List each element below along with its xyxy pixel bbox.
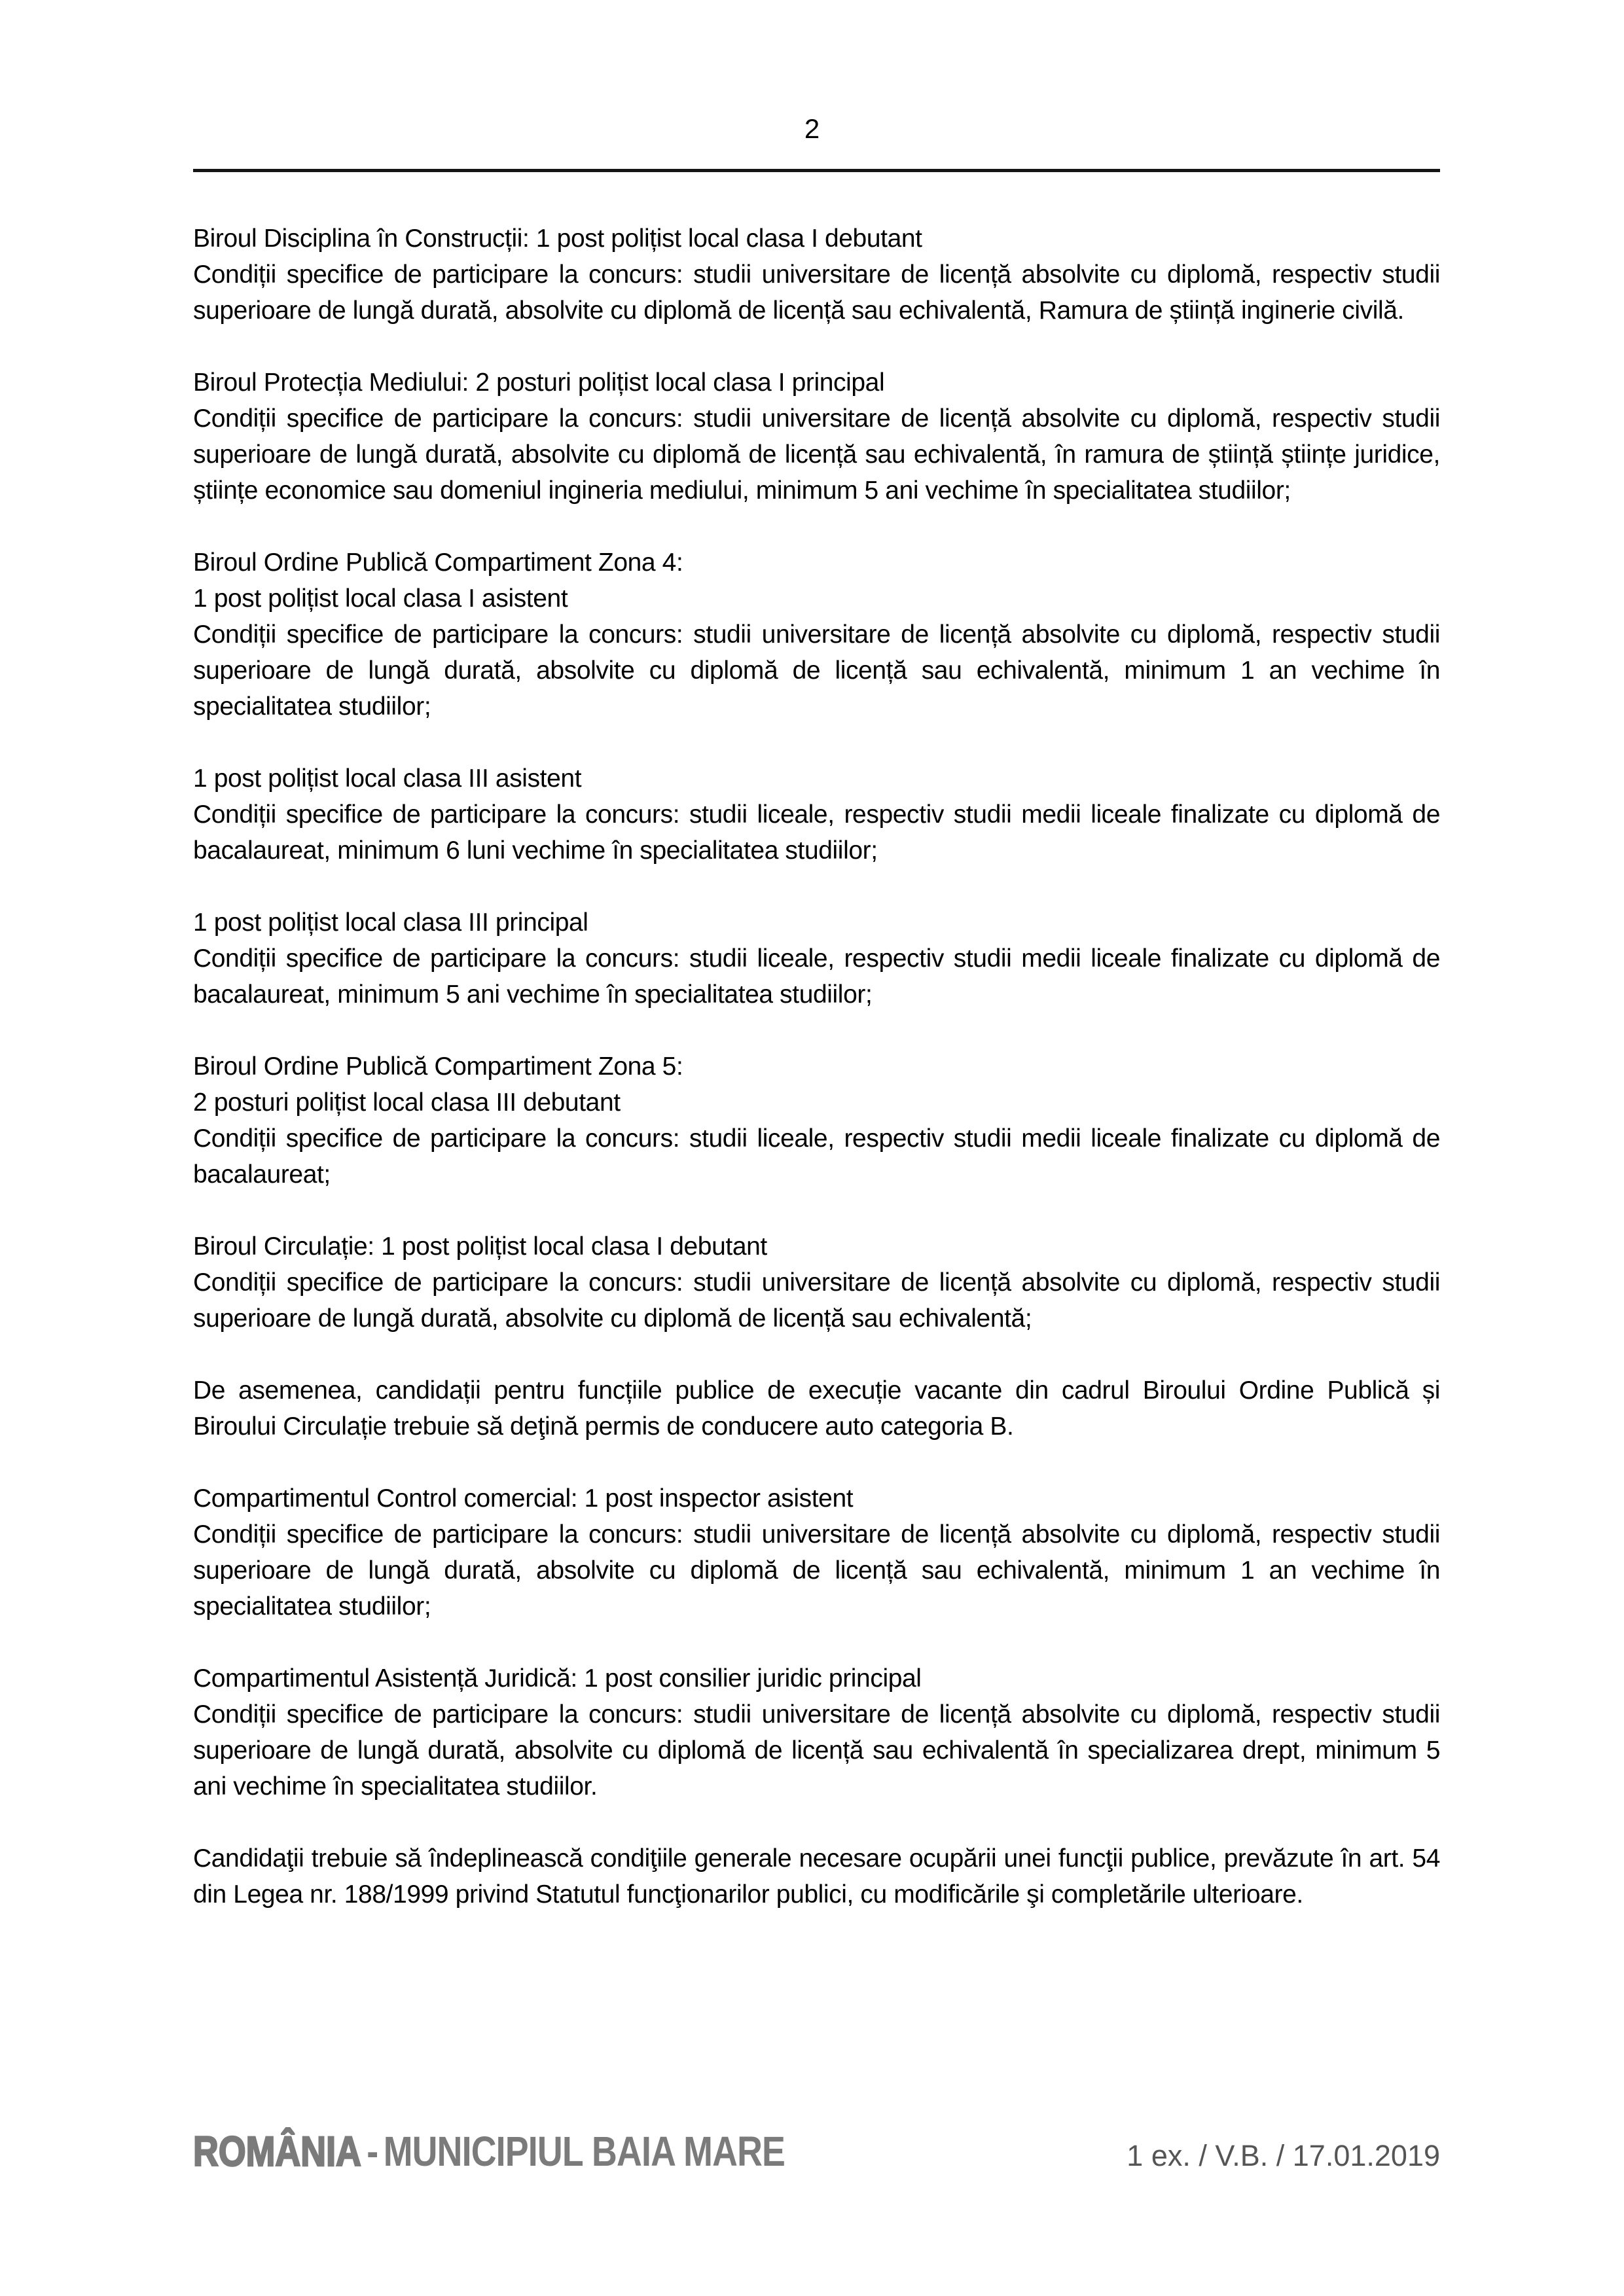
section-subheading: 2 posturi polițist local clasa III debutant bbox=[193, 1088, 621, 1117]
section-body: Condiții specifice de participare la concurs: studii liceale, respectiv studii medii liceale finalizate cu diplomă de bacalaureat, minimum 5 ani vechime în specialitatea studiilor; bbox=[193, 944, 1440, 1009]
footer-country: ROMÂNIA bbox=[193, 2128, 361, 2175]
document-section bbox=[193, 1840, 1440, 1912]
header-rule bbox=[193, 169, 1440, 172]
section-body: Condiții specifice de participare la concurs: studii universitare de licență absolvite cu diplomă, respectiv studii superioare de lungă durată, absolvite cu diplomă de licență sau echivalentă, Ramura de știință inginerie civilă. bbox=[193, 260, 1440, 325]
section-subheading: 1 post polițist local clasa I asistent bbox=[193, 584, 568, 613]
section-heading: Biroul Ordine Publică Compartiment Zona 5: bbox=[193, 1052, 683, 1081]
footer-reference: 1 ex. / V.B. / 17.01.2019 bbox=[1127, 2139, 1440, 2172]
section-body: Condiții specifice de participare la concurs: studii liceale, respectiv studii medii liceale finalizate cu diplomă de bacalaureat; bbox=[193, 1124, 1440, 1189]
footer-municipality: MUNICIPIUL BAIA MARE bbox=[383, 2128, 785, 2175]
page-footer bbox=[193, 2127, 1440, 2176]
section-heading: 1 post polițist local clasa III asistent bbox=[193, 764, 582, 793]
footer-left bbox=[193, 2127, 785, 2176]
document-section bbox=[193, 761, 1440, 869]
section-body: De asemenea, candidații pentru funcțiile publice de execuție vacante din cadrul Biroului Ordine Publică și Biroului Circulație trebuie să deţină permis de conducere auto categoria B. bbox=[193, 1376, 1440, 1441]
section-body: Candidaţii trebuie să îndeplinească condiţiile generale necesare ocupării unei funcţii publice, prevăzute în art. 54 din Legea nr. 188/1999 privind Statutul funcţionarilor publici, cu modificările şi completările ulterioare. bbox=[193, 1844, 1440, 1909]
section-body: Condiții specifice de participare la concurs: studii liceale, respectiv studii medii liceale finalizate cu diplomă de bacalaureat, minimum 6 luni vechime în specialitatea studiilor; bbox=[193, 800, 1440, 865]
page-number: 2 bbox=[804, 113, 820, 144]
document-section bbox=[193, 1660, 1440, 1804]
document-section bbox=[193, 221, 1440, 329]
section-body: Condiții specifice de participare la concurs: studii universitare de licență absolvite cu diplomă, respectiv studii superioare de lungă durată, absolvite cu diplomă de licență sau echivalentă; bbox=[193, 1268, 1440, 1333]
document-body bbox=[193, 221, 1440, 1912]
document-section bbox=[193, 1229, 1440, 1336]
section-body: Condiții specifice de participare la concurs: studii universitare de licență absolvite cu diplomă, respectiv studii superioare de lungă durată, absolvite cu diplomă de licență sau echivalentă în specializarea drept, minimum 5 ani vechime în specialitatea studiilor. bbox=[193, 1700, 1440, 1801]
document-section bbox=[193, 1049, 1440, 1193]
section-heading: Compartimentul Control comercial: 1 post inspector asistent bbox=[193, 1484, 854, 1513]
document-section bbox=[193, 545, 1440, 725]
document-section bbox=[193, 1372, 1440, 1444]
section-body: Condiții specifice de participare la concurs: studii universitare de licență absolvite cu diplomă, respectiv studii superioare de lungă durată, absolvite cu diplomă de licență sau echivalentă, în ramura de știință științe juridice, științe economice sau domeniul ingineria mediului, minimum 5 ani vechime în specialitatea studiilor; bbox=[193, 404, 1440, 505]
section-heading: Biroul Protecția Mediului: 2 posturi polițist local clasa I principal bbox=[193, 368, 885, 397]
section-heading: Biroul Disciplina în Construcții: 1 post polițist local clasa I debutant bbox=[193, 224, 922, 253]
footer-separator: - bbox=[367, 2128, 378, 2175]
document-section bbox=[193, 1480, 1440, 1624]
section-body: Condiții specifice de participare la concurs: studii universitare de licență absolvite cu diplomă, respectiv studii superioare de lungă durată, absolvite cu diplomă de licență sau echivalentă, minimum 1 an vechime în specialitatea studiilor; bbox=[193, 1520, 1440, 1621]
section-heading: Biroul Ordine Publică Compartiment Zona 4: bbox=[193, 548, 683, 577]
section-heading: Biroul Circulație: 1 post polițist local clasa I debutant bbox=[193, 1232, 767, 1261]
section-heading: 1 post polițist local clasa III principal bbox=[193, 908, 588, 937]
document-section bbox=[193, 905, 1440, 1013]
section-heading: Compartimentul Asistență Juridică: 1 post consilier juridic principal bbox=[193, 1664, 922, 1693]
section-body: Condiții specifice de participare la concurs: studii universitare de licență absolvite cu diplomă, respectiv studii superioare de lungă durată, absolvite cu diplomă de licență sau echivalentă, minimum 1 an vechime în specialitatea studiilor; bbox=[193, 620, 1440, 721]
document-section bbox=[193, 365, 1440, 509]
